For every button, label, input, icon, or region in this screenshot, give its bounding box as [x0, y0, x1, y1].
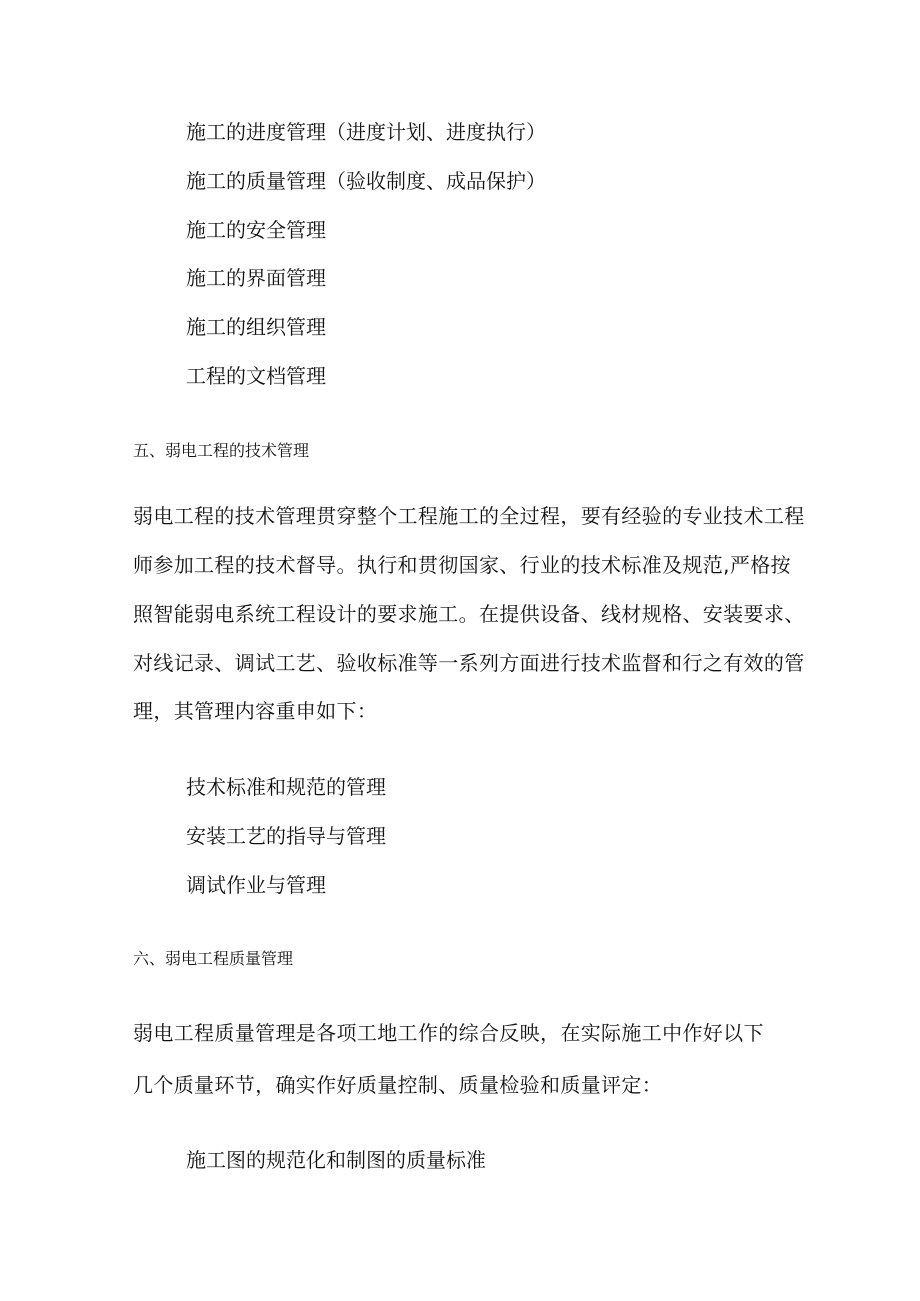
list-item: 施工的组织管理	[186, 315, 326, 339]
section-heading: 六、弱电工程质量管理	[133, 949, 294, 968]
list-item: 施工的进度管理（进度计划、进度执行）	[186, 120, 546, 144]
paragraph-line: 师参加工程的技术督导。执行和贯彻国家、行业的技术标准及规范,严格按	[133, 553, 791, 577]
section-heading: 五、弱电工程的技术管理	[133, 441, 310, 460]
list-item: 施工的界面管理	[186, 266, 326, 290]
list-item: 施工图的规范化和制图的质量标准	[186, 1148, 486, 1172]
list-item: 调试作业与管理	[186, 873, 326, 897]
list-item: 安装工艺的指导与管理	[186, 824, 386, 848]
list-item: 施工的安全管理	[186, 218, 326, 242]
paragraph-line: 弱电工程质量管理是各项工地工作的综合反映，在实际施工中作好以下	[133, 1021, 764, 1045]
paragraph-line: 弱电工程的技术管理贯穿整个工程施工的全过程，要有经验的专业技术工程	[133, 504, 805, 528]
paragraph-line: 对线记录、调试工艺、验收标准等一系列方面进行技术监督和行之有效的管	[133, 651, 805, 675]
paragraph-line: 几个质量环节，确实作好质量控制、质量检验和质量评定：	[133, 1073, 663, 1097]
list-item: 施工的质量管理（验收制度、成品保护）	[186, 169, 546, 193]
paragraph-line: 理，其管理内容重申如下：	[133, 699, 378, 723]
paragraph-line: 照智能弱电系统工程设计的要求施工。在提供设备、线材规格、安装要求、	[133, 602, 805, 626]
list-item: 技术标准和规范的管理	[186, 775, 386, 799]
list-item: 工程的文档管理	[186, 364, 326, 388]
